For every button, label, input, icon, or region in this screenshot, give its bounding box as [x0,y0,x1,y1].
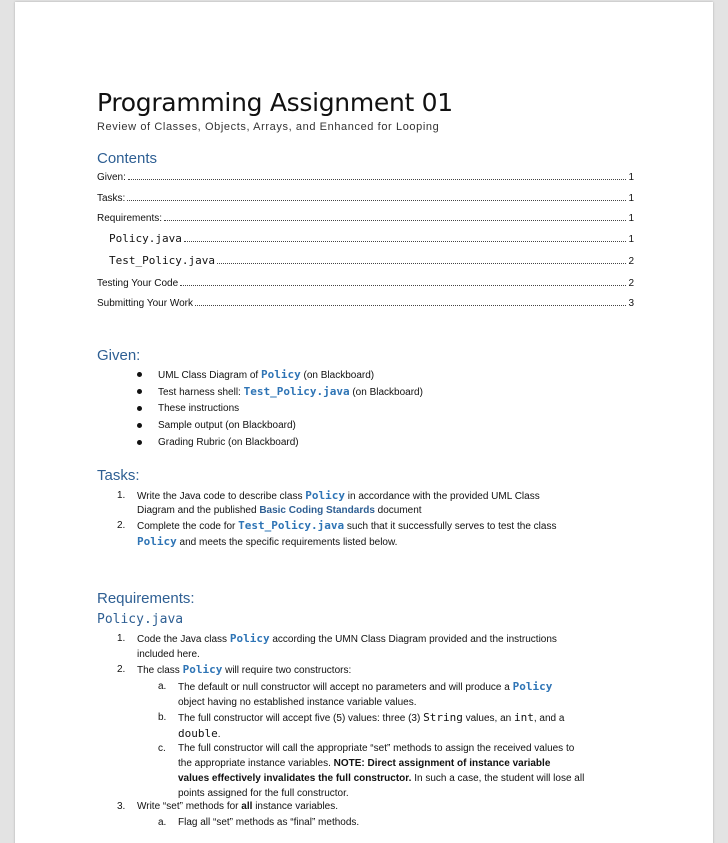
basic-coding-standards-link[interactable]: Basic Coding Standards [259,505,375,516]
requirement-item-1: 1. Code the Java class Policy according the UMN Class Diagram provided and the instructions included here. [117,632,557,660]
bullet-icon [137,440,142,445]
list-item: Grading Rubric (on Blackboard) [137,434,423,451]
requirements-heading: Requirements: [97,590,195,607]
bullet-icon [137,372,142,377]
toc-entry-label: Given: [97,172,126,183]
toc-leader [128,179,627,180]
requirement-item-3: 3. Write “set” methods for all instance variables. [117,801,339,812]
list-item: Sample output (on Blackboard) [137,417,423,434]
toc-page-number: 1 [628,234,634,245]
requirement-item-2c: c. The full constructor will call the appropriate “set” methods to assign the received values to the appropriate instance variables. NOTE: Direct assignment of instance variable values effectively invalidates the full constructor. In such a case, the student will lose all points assigned for the full constructor. [158,743,585,799]
document-title: Programming Assignment 01 [97,88,453,117]
task-item-1: 1. Write the Java code to describe class Policy in accordance with the provided UML Class Diagram and the published Basic Coding Standards document [117,489,540,516]
toc-page-number: 1 [628,213,634,224]
requirement-item-3a: a. Flag all “set” methods as “final” methods. [158,817,360,828]
toc-entry-label: Testing Your Code [97,278,179,289]
toc-entry-label: Policy.java [109,232,182,245]
toc-entry-requirements[interactable] [97,210,634,224]
toc-page-number: 3 [628,298,634,309]
tasks-heading: Tasks: [97,467,140,484]
toc-leader [127,200,626,201]
toc-entry-submitting[interactable] [97,295,634,309]
toc-page-number: 2 [628,256,634,267]
bullet-icon [137,423,142,428]
toc-page-number: 1 [628,172,634,183]
toc-entry-label: Submitting Your Work [97,298,193,309]
toc-entry-given[interactable] [97,169,634,183]
given-heading: Given: [97,347,141,364]
task-item-2: 2. Complete the code for Test_Policy.java such that it successfully serves to test the class Policy and meets the specific requirements listed below. [117,519,557,548]
toc-entry-label: Requirements: [97,213,163,224]
given-list [137,366,423,451]
document-page [15,2,713,843]
toc-entry-policy-java[interactable] [109,231,634,245]
toc-leader [184,241,627,242]
toc-entry-label: Tasks: [97,193,126,204]
toc-page-number: 2 [628,278,634,289]
list-item: UML Class Diagram of Policy (on Blackboard) [137,366,423,383]
requirement-item-2a: a. The default or null constructor will accept no parameters and will produce a Policy object having no established instance variable values. [158,680,553,708]
bullet-icon [137,406,142,411]
toc-entry-tasks[interactable] [97,190,634,204]
toc-entry-test-policy-java[interactable] [109,253,634,267]
toc-entry-label: Test_Policy.java [109,254,215,267]
requirement-item-2: 2. The class Policy will require two constructors: [117,663,352,676]
list-item: Test harness shell: Test_Policy.java (on Blackboard) [137,383,423,400]
toc-page-number: 1 [628,193,634,204]
bullet-icon [137,389,142,394]
list-item: These instructions [137,400,423,417]
policy-java-subheading: Policy.java [97,612,184,627]
requirement-item-2b: b. The full constructor will accept five (5) values: three (3) String values, an int, and a double. [158,711,565,740]
toc-heading: Contents [97,150,158,167]
document-subtitle: Review of Classes, Objects, Arrays, and Enhanced for Looping [97,121,440,133]
toc-leader [180,285,626,286]
toc-leader [164,220,626,221]
toc-entry-testing[interactable] [97,275,634,289]
toc-leader [217,263,626,264]
toc-leader [195,305,626,306]
